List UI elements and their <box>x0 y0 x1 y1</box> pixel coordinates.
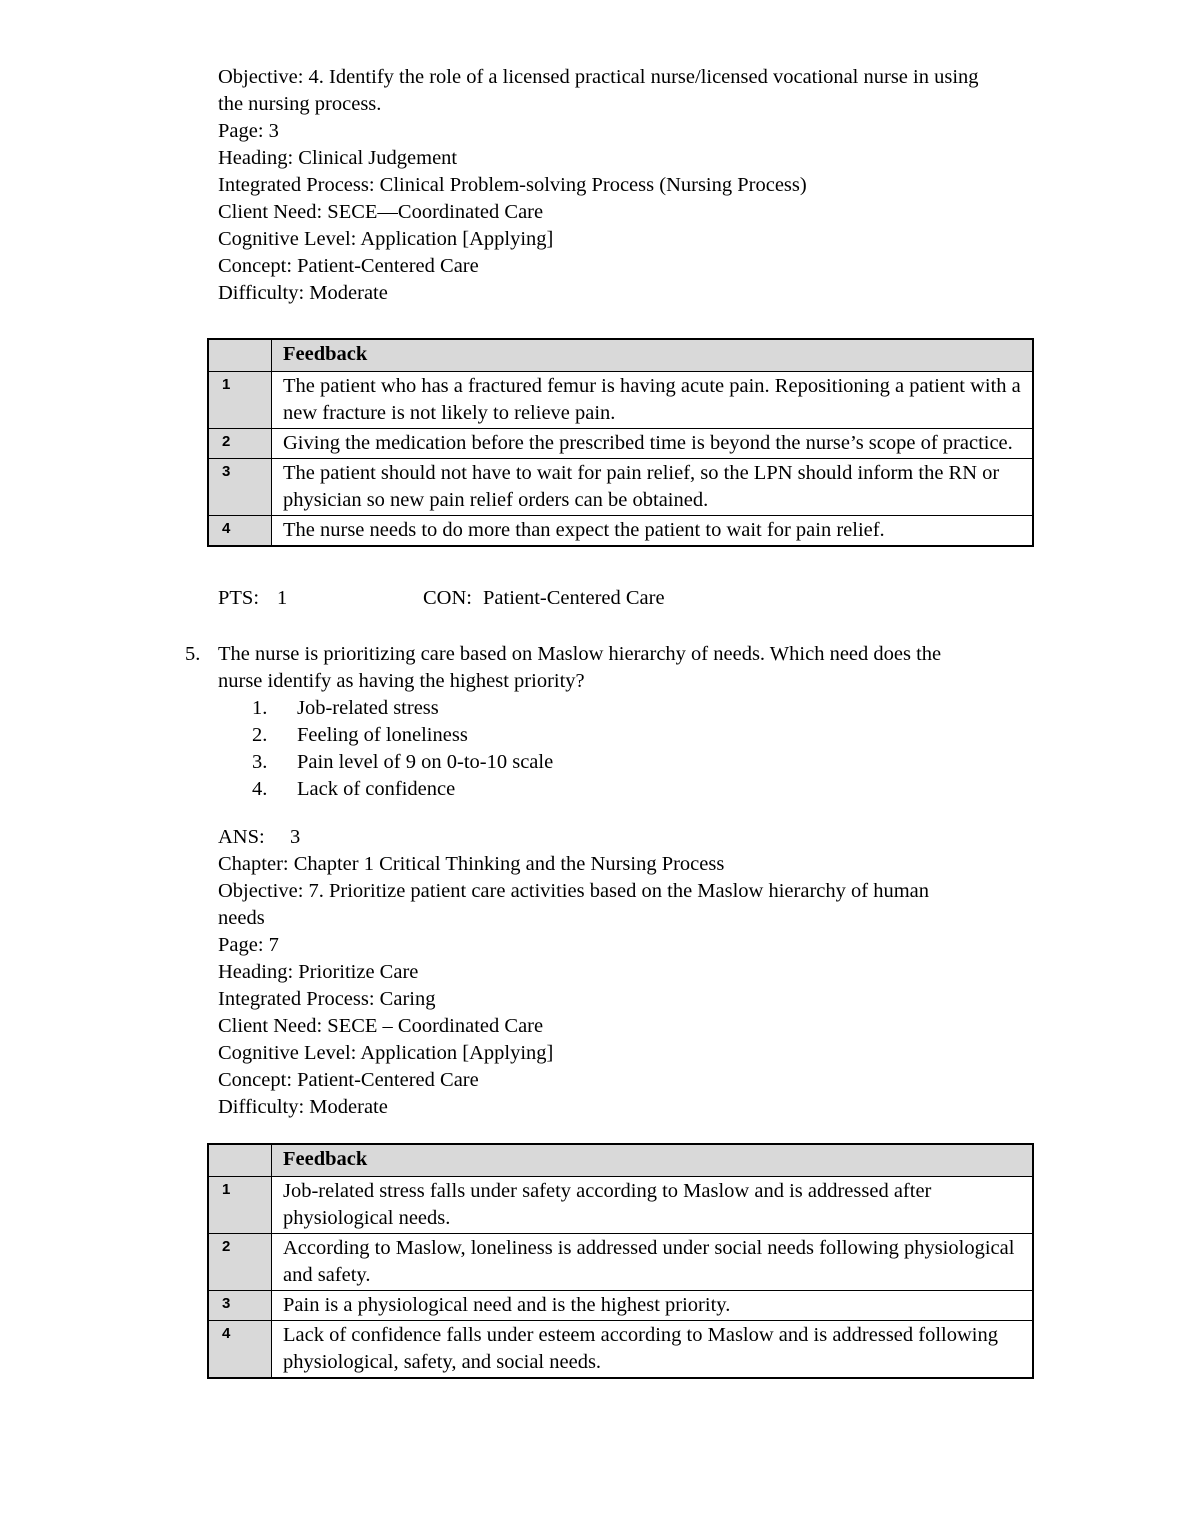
option-number: 1. <box>252 697 268 719</box>
detail-line-cognitive-level: Cognitive Level: Application [Applying] <box>218 1042 554 1064</box>
corner-cell <box>208 339 272 372</box>
option-number: 4. <box>252 778 268 800</box>
feedback-text-cell: Pain is a physiological need and is the highest priority. <box>272 1291 1034 1321</box>
detail-line-integrated-process: Integrated Process: Caring <box>218 988 436 1010</box>
detail-line-objective-wrap: the nursing process. <box>218 93 382 115</box>
row-number-cell: 3 <box>208 459 272 516</box>
answer-option <box>218 749 1098 776</box>
detail-line-client-need: Client Need: SECE – Coordinated Care <box>218 1015 544 1037</box>
ans-value: 3 <box>290 826 301 848</box>
ans-label: ANS: <box>218 826 265 848</box>
detail-line-page: Page: 3 <box>218 120 279 142</box>
row-number-cell: 4 <box>208 1321 272 1379</box>
detail-line-difficulty: Difficulty: Moderate <box>218 1096 388 1118</box>
feedback-text-cell: The patient should not have to wait for pain relief, so the LPN should inform the RN or physician so new pain relief orders can be obtained. <box>272 459 1034 516</box>
answer-option <box>218 776 1098 803</box>
option-text: Lack of confidence <box>297 778 456 800</box>
score-line <box>218 585 665 612</box>
pts-label: PTS: <box>218 587 260 609</box>
feedback-header-cell: Feedback <box>272 339 1034 372</box>
row-number-cell: 1 <box>208 372 272 429</box>
row-number-cell: 1 <box>208 1177 272 1234</box>
feedback-text-cell: According to Maslow, loneliness is addressed under social needs following physiological and safety. <box>272 1234 1034 1291</box>
detail-line-objective: Objective: 7. Prioritize patient care activities based on the Maslow hierarchy of human <box>218 880 929 902</box>
con-value: Patient-Centered Care <box>483 587 665 609</box>
option-text: Feeling of loneliness <box>297 724 468 746</box>
table-row <box>208 459 1033 516</box>
feedback-text-cell: Job-related stress falls under safety according to Maslow and is addressed after physiological needs. <box>272 1177 1034 1234</box>
option-number: 3. <box>252 751 268 773</box>
detail-line-heading: Heading: Prioritize Care <box>218 961 419 983</box>
feedback-text-cell: The nurse needs to do more than expect the patient to wait for pain relief. <box>272 516 1034 547</box>
con-label: CON: <box>423 587 472 609</box>
ans-line <box>218 824 1098 851</box>
question-text-line: The nurse is prioritizing care based on Maslow hierarchy of needs. Which need does the <box>218 643 942 665</box>
answer5-details-block <box>218 824 1098 1121</box>
option-number: 2. <box>252 724 268 746</box>
option-text: Job-related stress <box>297 697 439 719</box>
detail-line-concept: Concept: Patient-Centered Care <box>218 255 479 277</box>
feedback-text-cell: Lack of confidence falls under esteem according to Maslow and is addressed following physiological, safety, and social needs. <box>272 1321 1034 1379</box>
table-row <box>208 429 1033 459</box>
row-number-cell: 4 <box>208 516 272 547</box>
answer-option <box>218 695 1098 722</box>
detail-line-client-need: Client Need: SECE—Coordinated Care <box>218 201 544 223</box>
table-row <box>208 1177 1033 1234</box>
feedback-header-cell: Feedback <box>272 1144 1034 1177</box>
table-row <box>208 1321 1033 1379</box>
feedback-table-1 <box>207 338 1034 547</box>
question4-details-block <box>218 64 1098 307</box>
row-number-cell: 2 <box>208 429 272 459</box>
corner-cell <box>208 1144 272 1177</box>
detail-line-page: Page: 7 <box>218 934 279 956</box>
detail-line-concept: Concept: Patient-Centered Care <box>218 1069 479 1091</box>
table-header-row <box>208 339 1033 372</box>
table-row <box>208 516 1033 547</box>
pts-value: 1 <box>277 587 288 609</box>
detail-line-integrated-process: Integrated Process: Clinical Problem-solving Process (Nursing Process) <box>218 174 807 196</box>
feedback-text-cell: Giving the medication before the prescribed time is beyond the nurse’s scope of practice. <box>272 429 1034 459</box>
detail-line-heading: Heading: Clinical Judgement <box>218 147 458 169</box>
row-number-cell: 2 <box>208 1234 272 1291</box>
detail-line-difficulty: Difficulty: Moderate <box>218 282 388 304</box>
detail-line-objective: Objective: 4. Identify the role of a licensed practical nurse/licensed vocational nurse in using <box>218 66 979 88</box>
detail-line-cognitive-level: Cognitive Level: Application [Applying] <box>218 228 554 250</box>
feedback-table-2 <box>207 1143 1034 1379</box>
table-row <box>208 1234 1033 1291</box>
question-number: 5. <box>185 643 201 665</box>
row-number-cell: 3 <box>208 1291 272 1321</box>
feedback-text-cell: The patient who has a fractured femur is having acute pain. Repositioning a patient with a new fracture is not likely to relieve pain. <box>272 372 1034 429</box>
detail-line-objective-wrap: needs <box>218 907 265 929</box>
detail-line-chapter: Chapter: Chapter 1 Critical Thinking and the Nursing Process <box>218 853 725 875</box>
table-header-row <box>208 1144 1033 1177</box>
table-row <box>208 1291 1033 1321</box>
question5-block <box>185 641 1098 803</box>
option-text: Pain level of 9 on 0-to-10 scale <box>297 751 554 773</box>
table-row <box>208 372 1033 429</box>
question-text-line: nurse identify as having the highest priority? <box>218 670 585 692</box>
answer-option <box>218 722 1098 749</box>
